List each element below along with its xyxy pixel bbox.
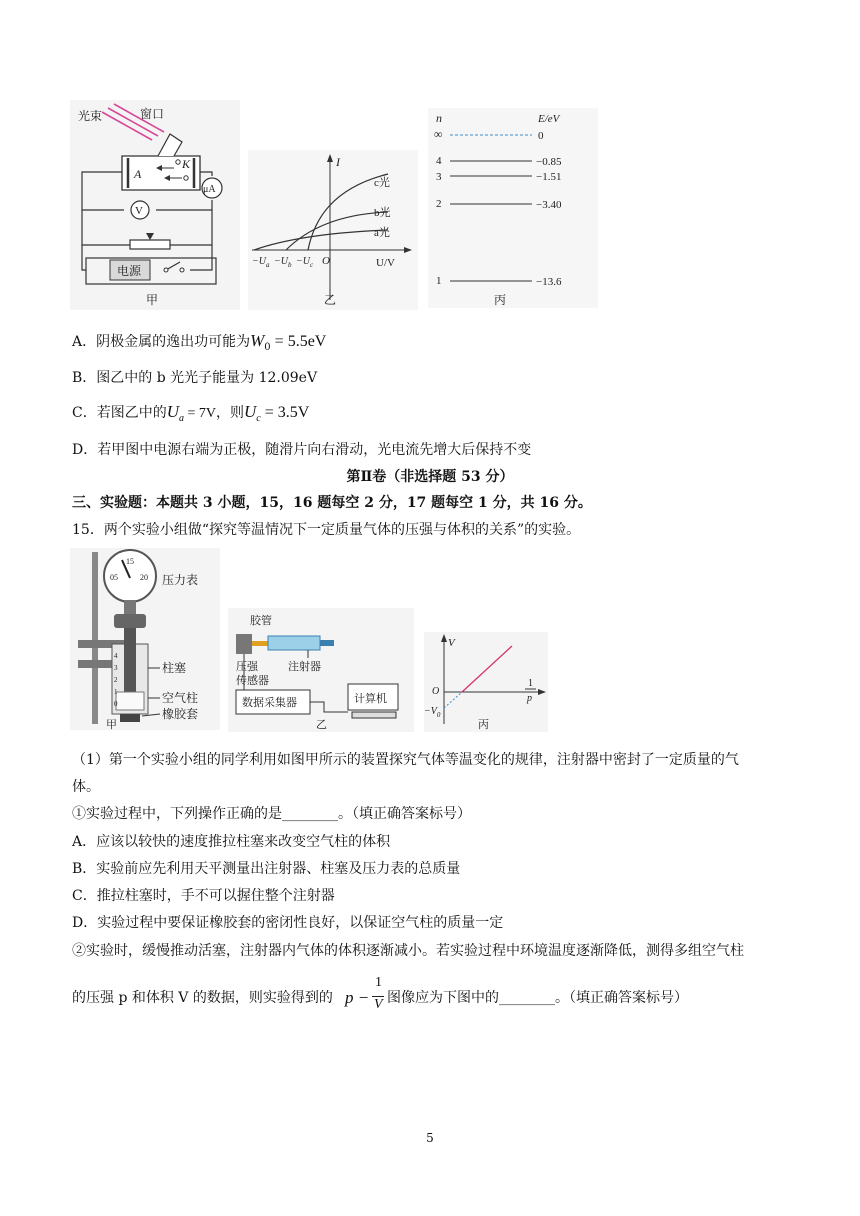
level-n: ∞ bbox=[434, 127, 443, 141]
gauge-stem bbox=[124, 600, 136, 614]
sensor-box bbox=[236, 634, 252, 654]
sensor-label-1: 压强 bbox=[236, 661, 258, 673]
fig15-yi bbox=[228, 608, 414, 732]
plunger bbox=[124, 628, 136, 692]
option-c-math-ua: U bbox=[166, 402, 179, 421]
switch-terminal bbox=[164, 268, 168, 272]
terminal bbox=[184, 176, 188, 180]
curve-a-label: a光 bbox=[374, 227, 390, 239]
level-e: −3.40 bbox=[536, 199, 562, 211]
label-A: A bbox=[134, 167, 142, 181]
q15-option-d: D．实验过程中要保证橡胶套的密闭性良好，以保证空气柱的质量一定 bbox=[72, 915, 504, 931]
axis-x-den: p bbox=[527, 693, 532, 704]
fraction-lhs: p − bbox=[345, 988, 370, 1007]
computer-label: 计算机 bbox=[354, 693, 387, 705]
fig-caption: 丙 bbox=[478, 719, 489, 731]
scale-mark: 0 bbox=[114, 700, 118, 708]
level-n: 3 bbox=[436, 171, 442, 183]
rubber-label: 橡胶套 bbox=[162, 707, 199, 721]
fig-caption: 丙 bbox=[494, 293, 507, 307]
sensor-label-2: 传感器 bbox=[236, 675, 269, 687]
q14-option-d: D．若甲图中电源右端为正极，随滑片向右滑动，光电流先增大后保持不变 bbox=[72, 442, 532, 458]
label-K: K bbox=[182, 157, 191, 171]
level-n: 2 bbox=[436, 198, 442, 210]
stand-rod bbox=[92, 552, 98, 724]
scale-mark: 2 bbox=[114, 676, 118, 684]
q15-option-c: C．推拉柱塞时，手不可以握住整个注射器 bbox=[72, 888, 335, 904]
syringe-label: 注射器 bbox=[288, 661, 321, 673]
syringe-plunger bbox=[320, 640, 334, 646]
axis-x-num: 1 bbox=[528, 678, 533, 689]
fig14-jia bbox=[70, 100, 240, 310]
level-e: −13.6 bbox=[536, 276, 562, 288]
level-e: −1.51 bbox=[536, 171, 562, 183]
q14-option-b: B．图乙中的 b 光光子能量为 12.09eV bbox=[72, 370, 318, 386]
q15-option-a: A．应该以较快的速度推拉柱塞来改变空气柱的体积 bbox=[72, 834, 391, 850]
rubber-cap bbox=[120, 714, 140, 722]
curve-b-label: b光 bbox=[374, 207, 391, 219]
fig14-yi bbox=[248, 150, 418, 310]
page-number: 5 bbox=[426, 1131, 434, 1145]
option-c-value: = 3.5V bbox=[260, 404, 310, 421]
tick-ua: $-U_a$ bbox=[252, 256, 270, 269]
q15-title: 15．两个实验小组做“探究等温情况下一定质量气体的压强与体积的关系”的实验。 bbox=[72, 522, 581, 538]
curve-c-label: c光 bbox=[374, 177, 390, 189]
q15-sub2-line1: ②实验时，缓慢推动活塞，注射器内气体的体积逐渐减小。若实验过程中环境温度逐渐降低，测得多组空气柱 bbox=[72, 943, 744, 959]
intercept-label: $-V_0$ bbox=[424, 706, 441, 719]
switch-terminal bbox=[180, 268, 184, 272]
q14-option-a bbox=[72, 331, 326, 358]
q15-sub2-pre: 的压强 p 和体积 V 的数据，则实验得到的 bbox=[72, 990, 333, 1006]
fraction-den: V bbox=[374, 997, 383, 1012]
fraction-num: 1 bbox=[375, 975, 382, 990]
q15-part1-line2: 体。 bbox=[72, 779, 100, 795]
option-a-math: W bbox=[250, 331, 265, 350]
origin-label: O bbox=[432, 686, 440, 697]
option-c-sub-a: a bbox=[179, 412, 184, 424]
scale-mark: 3 bbox=[114, 664, 118, 672]
aircol-label: 空气柱 bbox=[162, 691, 199, 705]
origin-label: O bbox=[322, 255, 330, 267]
fig-caption: 甲 bbox=[106, 719, 117, 730]
axis-V-label: V bbox=[448, 637, 455, 649]
axis-U-label: U/V bbox=[376, 257, 395, 269]
q15-sub2-fraction bbox=[345, 975, 385, 1023]
syringe-body bbox=[268, 636, 320, 650]
dial-label: 05 bbox=[110, 573, 118, 582]
light-beam-label: 光束 bbox=[78, 109, 103, 123]
rheostat bbox=[130, 240, 170, 249]
fig14-jia-bg bbox=[70, 100, 240, 310]
voltmeter-label: V bbox=[135, 205, 143, 217]
option-c-text: C．若图乙中的 bbox=[72, 405, 167, 421]
q15-option-b: B．实验前应先利用天平测量出注射器、柱塞及压力表的总质量 bbox=[72, 861, 461, 877]
window-label: 窗口 bbox=[140, 107, 165, 121]
fig-caption: 甲 bbox=[146, 293, 159, 307]
q15-sub1: ①实验过程中，下列操作正确的是________。（填正确答案标号） bbox=[72, 806, 471, 822]
tube bbox=[252, 641, 268, 646]
air-column bbox=[116, 692, 144, 710]
option-a-text: A．阴极金属的逸出功可能为 bbox=[72, 334, 251, 350]
plunger-label: 柱塞 bbox=[162, 661, 187, 675]
gauge-label: 压力表 bbox=[162, 573, 199, 587]
collector-label: 数据采集器 bbox=[242, 697, 297, 709]
scale-mark: 4 bbox=[114, 652, 118, 660]
option-c-sub-c: c bbox=[256, 412, 261, 424]
terminal bbox=[176, 160, 180, 164]
computer-base bbox=[352, 712, 396, 718]
level-e: −0.85 bbox=[536, 156, 562, 168]
fig15-bing bbox=[424, 632, 548, 732]
option-c-math-uc: U bbox=[244, 402, 257, 421]
q15-sub2-post: 图像应为下图中的________。（填正确答案标号） bbox=[387, 990, 688, 1006]
tick-uc: $-U_c$ bbox=[296, 256, 314, 269]
plunger-cap bbox=[114, 614, 146, 628]
option-c-mid: = 7V，则 bbox=[184, 406, 245, 421]
section3-title: 三、实验题：本题共 3 小题，15，16 题每空 2 分，17 题每空 1 分，共 16 分。 bbox=[72, 495, 592, 511]
fig14-yi-bg bbox=[248, 150, 418, 310]
option-a-value: = 5.5eV bbox=[270, 333, 327, 350]
level-n: 4 bbox=[436, 155, 442, 167]
axis-I-label: I bbox=[336, 155, 340, 169]
dial-label: 15 bbox=[126, 557, 134, 566]
n-label: n bbox=[436, 111, 442, 125]
power-label: 电源 bbox=[117, 264, 142, 278]
fig14-bing-bg bbox=[428, 108, 598, 308]
e-label: E/eV bbox=[538, 113, 560, 125]
dial-label: 20 bbox=[140, 573, 148, 582]
ammeter-label: μA bbox=[203, 184, 216, 195]
fig14-bing bbox=[428, 108, 598, 308]
option-a-sub: 0 bbox=[264, 341, 271, 353]
fig15-jia bbox=[70, 548, 220, 730]
level-e: 0 bbox=[538, 130, 544, 142]
q15-part1-line1: （1）第一个实验小组的同学利用如图甲所示的装置探究气体等温变化的规律，注射器中密封了一定质量的气 bbox=[72, 752, 739, 768]
q15-sub2-line2 bbox=[72, 988, 333, 1008]
section2-title: 第Ⅱ卷（非选择题 53 分） bbox=[346, 469, 514, 485]
scale-mark: 1 bbox=[114, 688, 118, 696]
level-n: 1 bbox=[436, 275, 442, 287]
tube-label: 胶管 bbox=[250, 615, 272, 627]
q14-option-c bbox=[72, 402, 309, 429]
fig-caption: 乙 bbox=[316, 719, 327, 731]
fig-caption: 乙 bbox=[324, 293, 337, 307]
tick-ub: $-U_b$ bbox=[274, 256, 292, 269]
